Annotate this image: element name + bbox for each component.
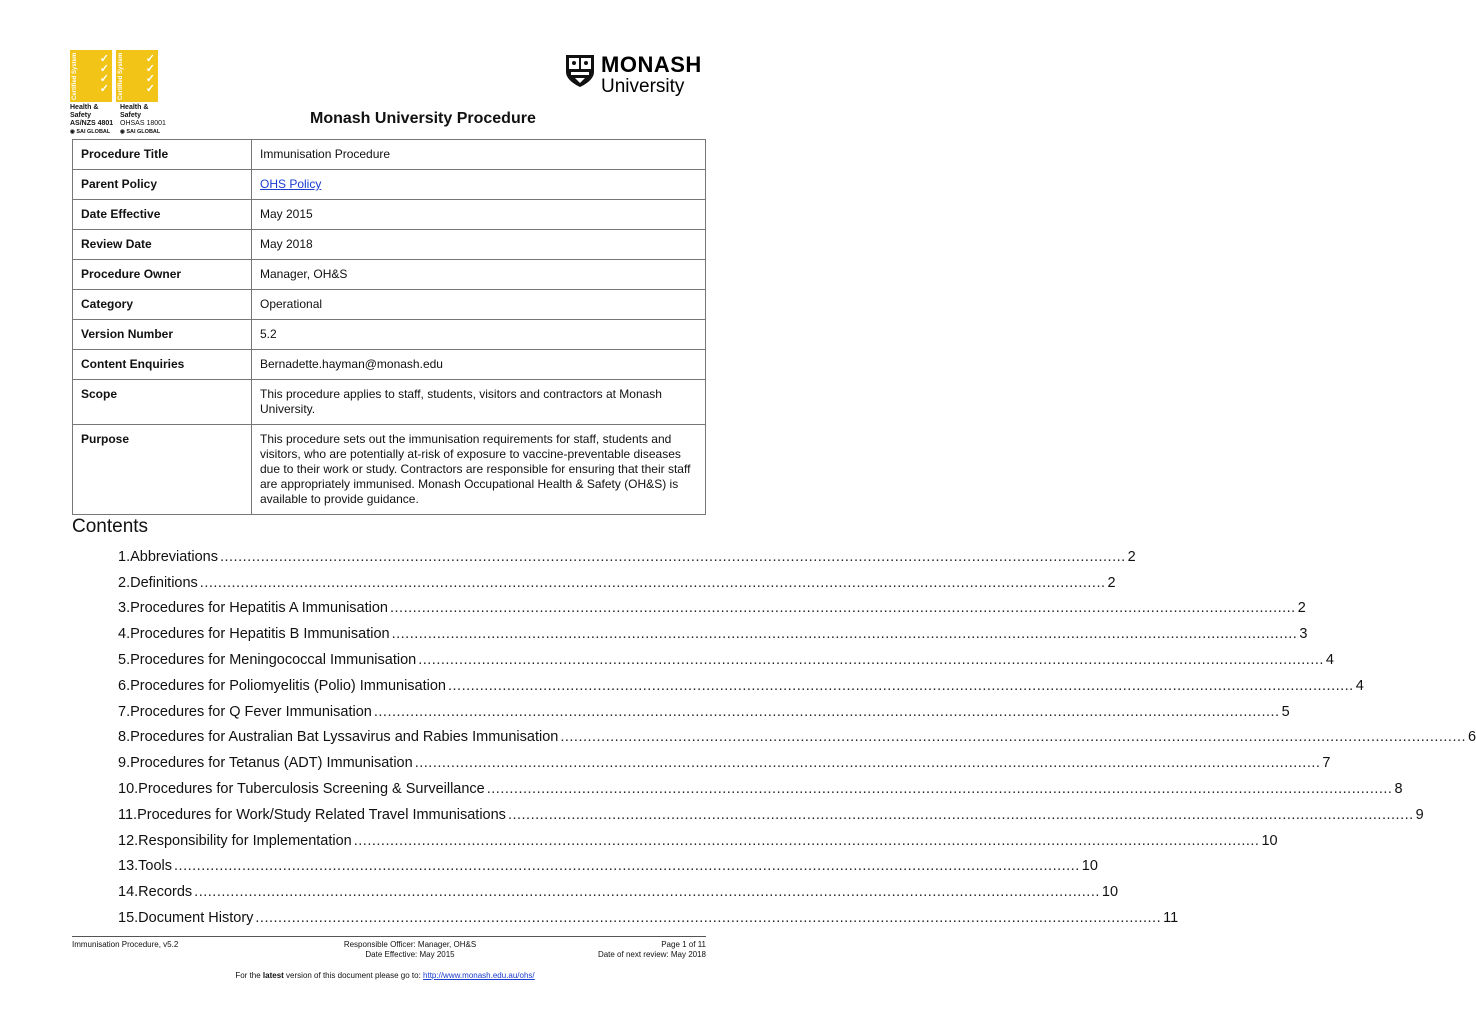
monash-logo <box>565 54 702 96</box>
row-value: Manager, OH&S <box>252 260 706 290</box>
page-number: Page 1 of 11 <box>661 940 706 949</box>
row-key: Date Effective <box>73 200 252 230</box>
toc-entry[interactable]: 1. Abbreviations ........................................................................................................................................................................................................ 2 <box>118 548 1136 565</box>
cert-standard-code: OHSAS 18001 <box>120 120 166 127</box>
row-value: May 2018 <box>252 230 706 260</box>
row-value <box>252 170 706 200</box>
checkmark-icon: ✓ ✓ ✓ ✓ <box>145 53 155 95</box>
row-value: Operational <box>252 290 706 320</box>
ohs-url-link[interactable]: http://www.monash.edu.au/ohs/ <box>423 971 535 980</box>
certified-system-badge: Certified System ✓ ✓ ✓ ✓ <box>70 50 112 102</box>
procedure-metadata-table <box>72 139 706 515</box>
row-value: May 2015 <box>252 200 706 230</box>
certification-badges <box>70 50 165 136</box>
monash-crest-icon <box>565 54 595 88</box>
row-key: Purpose <box>73 425 252 515</box>
footer-page-info <box>540 940 706 960</box>
table-row <box>73 260 706 290</box>
cert-standard-line: Health & Safety <box>120 104 149 119</box>
toc-entry[interactable]: 12. Responsibility for Implementation ........................................................................................................................................................................................................ 10 <box>118 832 1278 849</box>
footer-divider <box>72 936 706 937</box>
toc-entry[interactable]: 3. Procedures for Hepatitis A Immunisation ........................................................................................................................................................................................................ 2 <box>118 600 1306 617</box>
row-value: Bernadette.hayman@monash.edu <box>252 350 706 380</box>
row-key: Content Enquiries <box>73 350 252 380</box>
row-key: Procedure Owner <box>73 260 252 290</box>
contents-heading: Contents <box>72 516 149 537</box>
parent-policy-link[interactable]: OHS Policy <box>260 177 322 191</box>
logo-subtext: University <box>601 76 685 97</box>
toc-entry[interactable]: 6. Procedures for Poliomyelitis (Polio) Immunisation ........................................................................................................................................................................................................ 4 <box>118 677 1364 694</box>
toc-entry[interactable]: 7. Procedures for Q Fever Immunisation ........................................................................................................................................................................................................ 5 <box>118 703 1290 720</box>
toc-entry[interactable]: 11. Procedures for Work/Study Related Travel Immunisations ........................................................................................................................................................................................................ 9 <box>118 806 1424 823</box>
row-value: This procedure sets out the immunisation requirements for staff, students and visitors, who are potentially at-risk of exposure to vaccine-preventable diseases due to their work or study. Contractors are responsible for ensuring that their staff are appropriately immunised. Monash Occupational Health & Safety (OH&S) is available to provide guidance. <box>252 425 706 515</box>
table-row <box>73 140 706 170</box>
row-value: Immunisation Procedure <box>252 140 706 170</box>
next-review-date: Date of next review: May 2018 <box>597 950 706 959</box>
checkmark-icon: ✓ ✓ ✓ ✓ <box>99 53 109 95</box>
certified-system-badge: Certified System ✓ ✓ ✓ ✓ <box>116 50 158 102</box>
row-value: This procedure applies to staff, students, visitors and contractors at Monash University. <box>252 380 706 425</box>
table-row <box>73 200 706 230</box>
toc-entry[interactable]: 14. Records ........................................................................................................................................................................................................ 10 <box>118 884 1119 901</box>
toc-entry[interactable]: 9. Procedures for Tetanus (ADT) Immunisation ........................................................................................................................................................................................................ 7 <box>118 755 1331 772</box>
row-key: Review Date <box>73 230 252 260</box>
cert-issuer: ◉ SAI GLOBAL <box>120 129 161 135</box>
table-row <box>73 230 706 260</box>
table-row <box>73 170 706 200</box>
cert-standard-code: AS/NZS 4801 <box>70 120 114 127</box>
table-row <box>73 350 706 380</box>
row-key: Category <box>73 290 252 320</box>
logo-wordmark: MONASH <box>601 52 702 77</box>
table-row <box>73 320 706 350</box>
toc-entry[interactable]: 10. Procedures for Tuberculosis Screening & Surveillance ........................................................................................................................................................................................................ 8 <box>118 781 1403 798</box>
table-row <box>73 425 706 515</box>
footer-latest-version-note: For the latest version of this document please go to: http://www.monash.edu.au/ohs/ <box>235 971 535 980</box>
toc-entry[interactable]: 13. Tools ........................................................................................................................................................................................................ 10 <box>118 858 1098 875</box>
row-key: Procedure Title <box>73 140 252 170</box>
row-key: Version Number <box>73 320 252 350</box>
table-row <box>73 380 706 425</box>
row-value: 5.2 <box>252 320 706 350</box>
cert-issuer: ◉ SAI GLOBAL <box>70 129 111 135</box>
cert-standard-line: Health & Safety <box>70 104 99 119</box>
document-title: Monash University Procedure <box>310 110 536 127</box>
toc-entry[interactable]: 2. Definitions ........................................................................................................................................................................................................ 2 <box>118 574 1116 591</box>
toc-entry[interactable]: 4. Procedures for Hepatitis B Immunisation ........................................................................................................................................................................................................ 3 <box>118 626 1308 643</box>
toc-entry[interactable]: 15. Document History ........................................................................................................................................................................................................ 11 <box>118 910 1179 927</box>
row-key: Scope <box>73 380 252 425</box>
footer-document-version: Immunisation Procedure, v5.2 <box>72 940 179 949</box>
footer-responsible-officer: Responsible Officer: Manager, OH&S Date Effective: May 2015 <box>343 940 477 959</box>
table-row <box>73 290 706 320</box>
toc-entry[interactable]: 5. Procedures for Meningococcal Immunisation ........................................................................................................................................................................................................ 4 <box>118 652 1334 669</box>
toc-entry[interactable]: 8. Procedures for Australian Bat Lyssavirus and Rabies Immunisation ........................................................................................................................................................................................................ 6 <box>118 729 1476 746</box>
table-of-contents <box>118 544 1476 931</box>
row-key: Parent Policy <box>73 170 252 200</box>
